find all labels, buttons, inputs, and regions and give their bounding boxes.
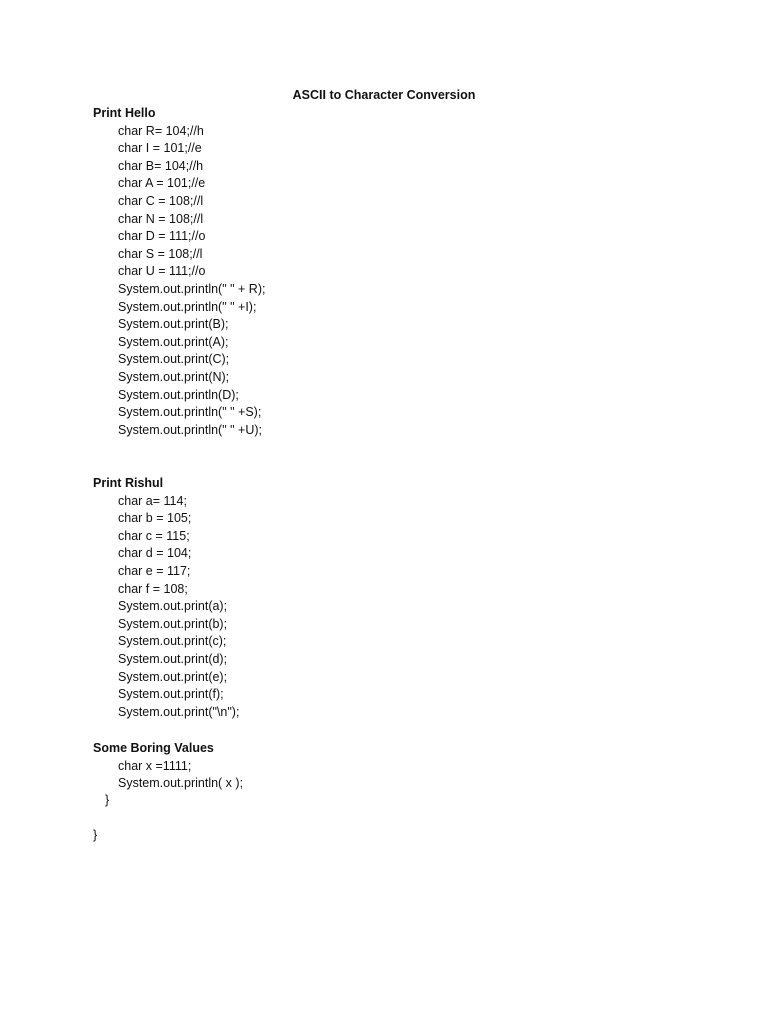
code-line: System.out.print(C); (118, 352, 230, 367)
section-some-boring-values (93, 740, 243, 793)
code-line: System.out.print(c); (118, 634, 227, 649)
code-line: System.out.println(D); (118, 387, 239, 402)
code-line: char R= 104;//h (118, 123, 204, 138)
code-line: char B= 104;//h (118, 158, 204, 173)
section-heading: Print Rishul (93, 476, 164, 490)
code-line: char S = 108;//l (118, 246, 203, 261)
code-line: System.out.print(b); (118, 616, 228, 631)
closing-brace-outer: } (93, 828, 98, 842)
code-line: char a= 114; (118, 493, 187, 508)
code-line: char f = 108; (118, 581, 188, 596)
code-line: char C = 108;//l (118, 193, 204, 208)
code-line: System.out.print(A); (118, 334, 229, 349)
code-line: System.out.print(f); (118, 687, 224, 702)
closing-brace-inner: } (105, 793, 110, 807)
document-title: ASCII to Character Conversion (292, 88, 476, 102)
section-heading: Print Hello (93, 106, 156, 120)
section-print-hello (93, 105, 265, 439)
section-heading: Some Boring Values (93, 741, 214, 755)
code-line: System.out.print(e); (118, 669, 228, 684)
code-line: System.out.println(" " +U); (118, 422, 262, 437)
code-line: char I = 101;//e (118, 141, 202, 156)
code-line: char b = 105; (118, 511, 192, 526)
code-line: System.out.println(" " +I); (118, 299, 257, 314)
code-line: char x =1111; (118, 758, 192, 773)
code-line: System.out.print(N); (118, 369, 230, 384)
code-line: char d = 104; (118, 546, 192, 561)
section-print-rishul (93, 475, 239, 721)
code-line: System.out.print(B); (118, 317, 229, 332)
code-line: char N = 108;//l (118, 211, 204, 226)
code-line: System.out.print(a); (118, 599, 228, 614)
code-line: char U = 111;//o (118, 264, 206, 279)
code-line: System.out.println( x ); (118, 776, 244, 791)
code-line: char e = 117; (118, 563, 191, 578)
code-line: System.out.print("\n"); (118, 704, 240, 719)
code-line: System.out.println(" " + R); (118, 281, 266, 296)
code-line: char D = 111;//o (118, 229, 206, 244)
code-line: System.out.print(d); (118, 651, 228, 666)
code-line: System.out.println(" " +S); (118, 405, 262, 420)
code-line: char A = 101;//e (118, 176, 206, 191)
code-line: char c = 115; (118, 528, 190, 543)
